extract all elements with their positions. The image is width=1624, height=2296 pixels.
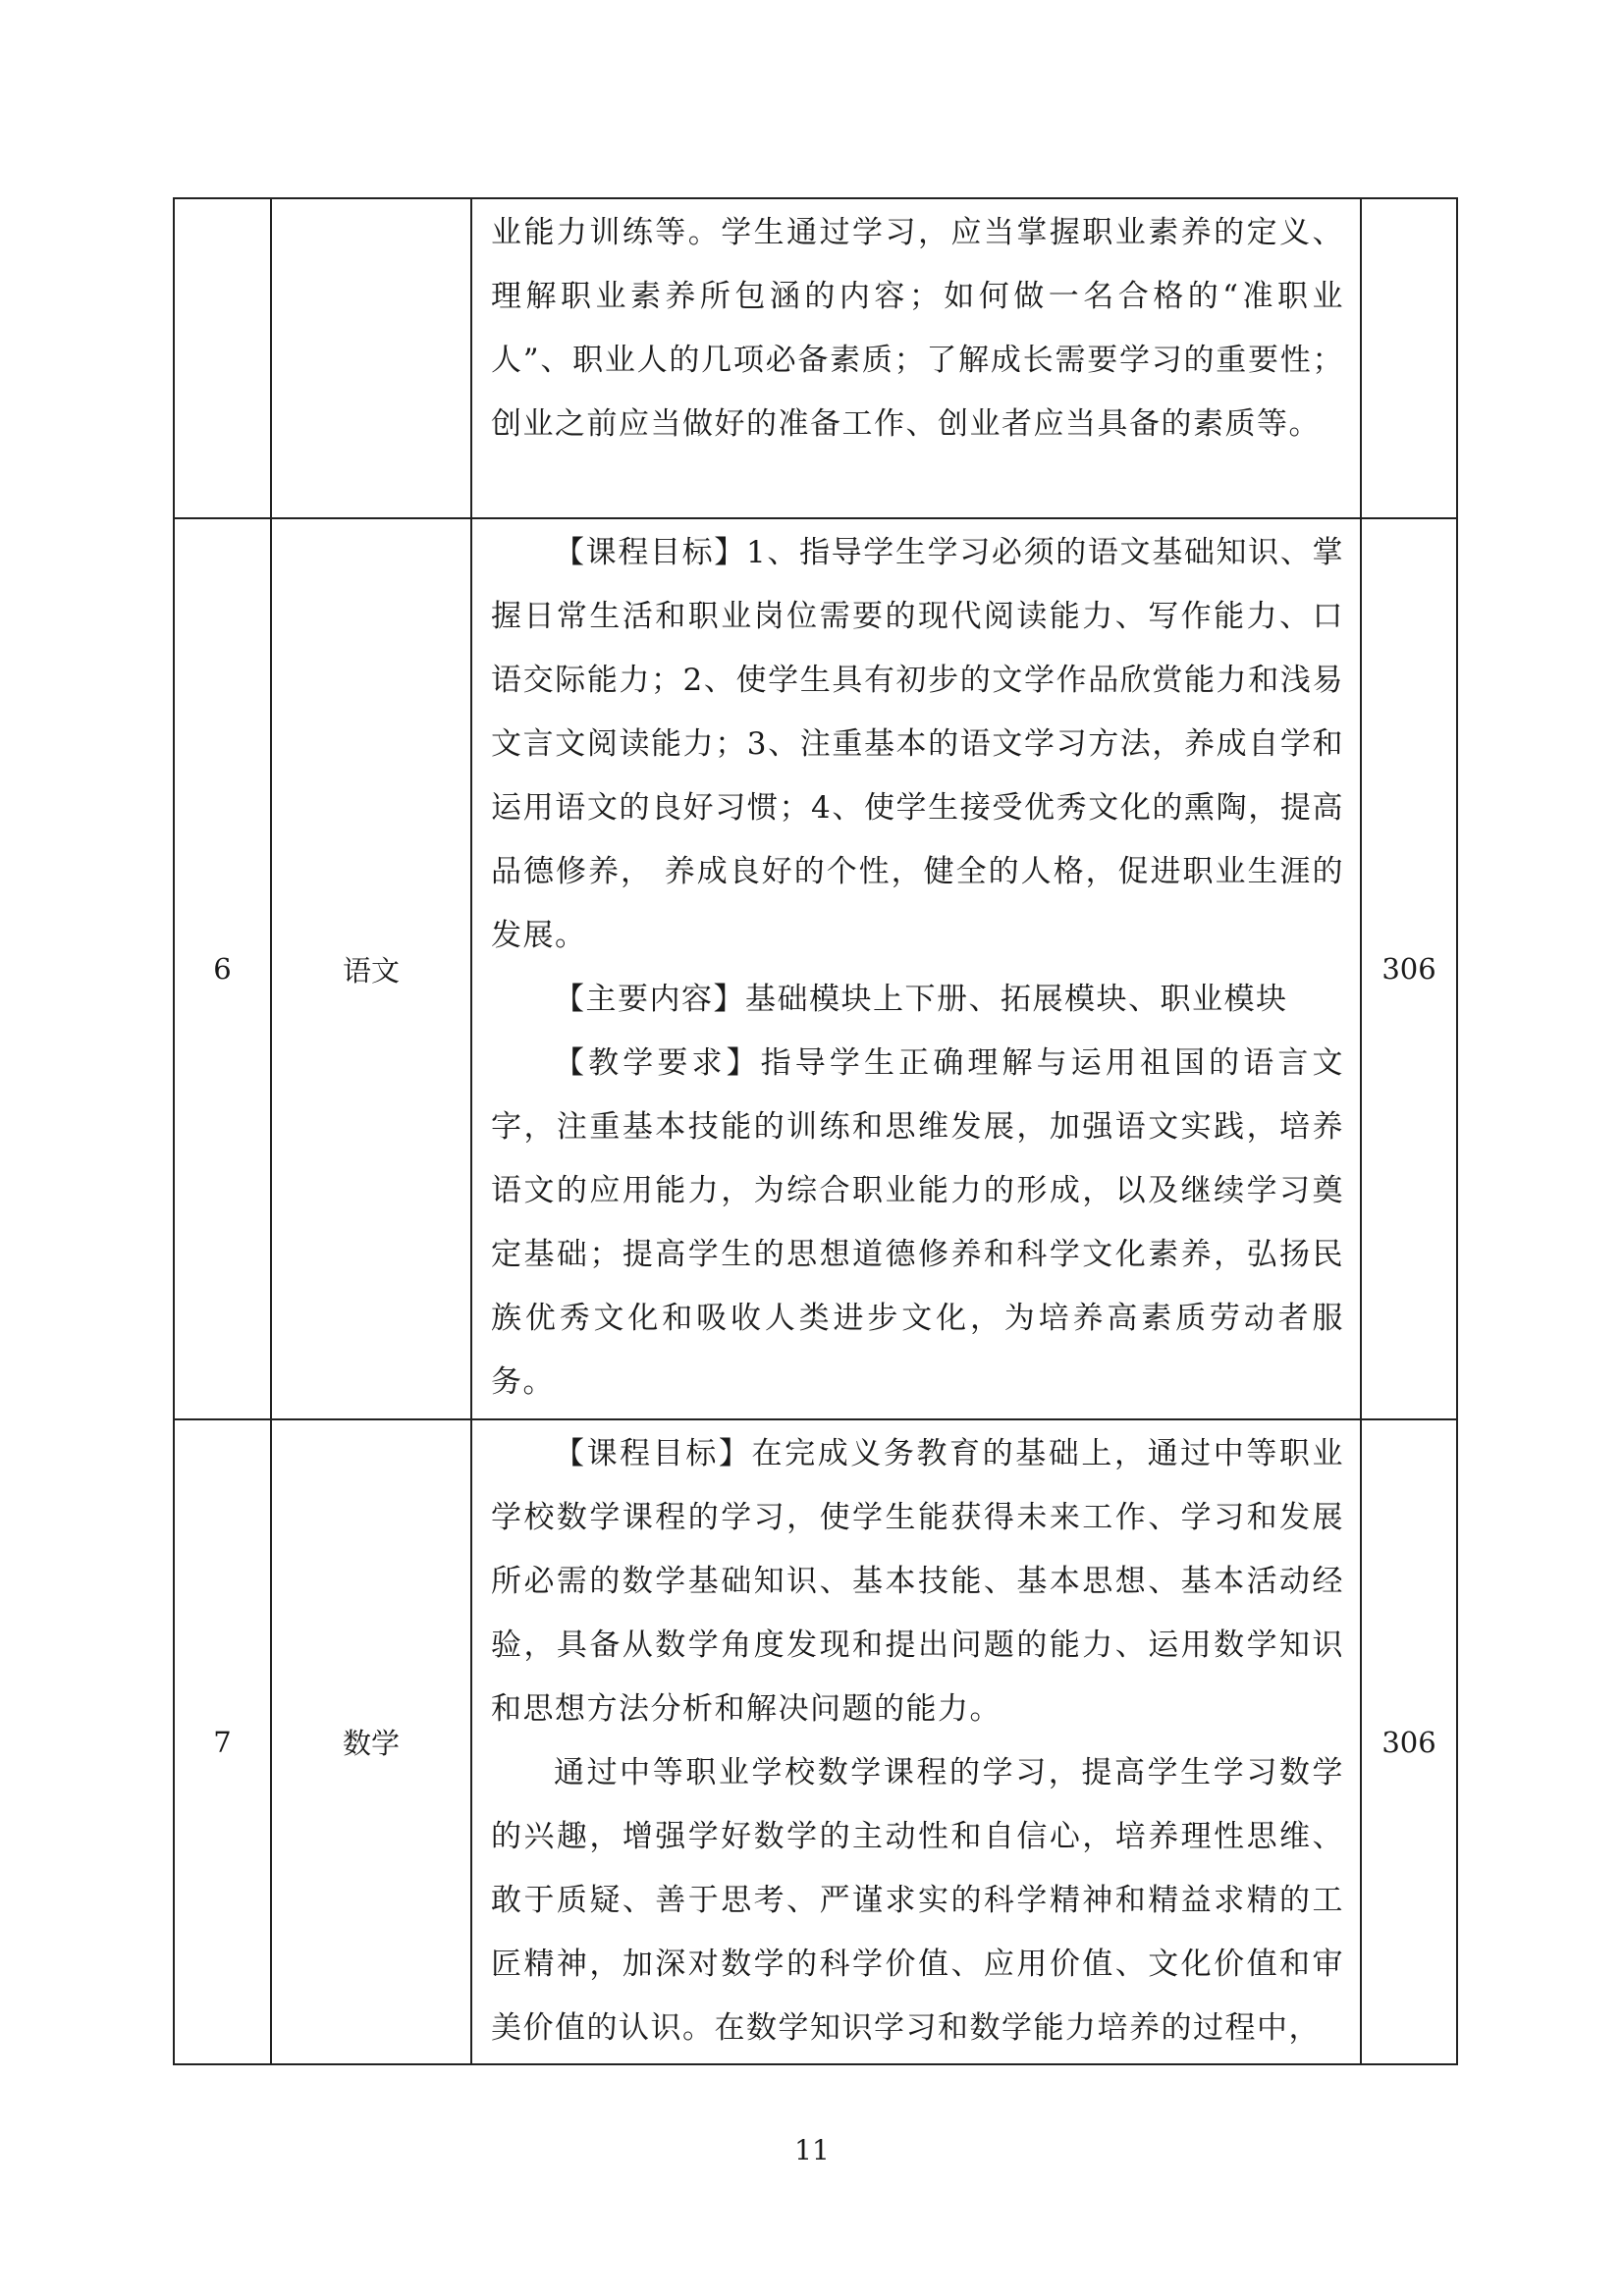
course-paragraph: 业能力训练等。学生通过学习，应当掌握职业素养的定义、理解职业素养所包涵的内容；如何做一名合格的“准职业人”、职业人的几项必备素质；了解成长需要学习的重要性；创业之前应当做好的准备工作、创业者应当具备的素质等。 (491, 215, 1344, 442)
course-paragraph: 【主要内容】基础模块上下册、拓展模块、职业模块 (554, 982, 1288, 1017)
course-number-cell (174, 198, 271, 518)
course-hours-cell: 306 (1361, 1419, 1457, 2064)
course-name-cell (271, 198, 471, 518)
course-name-cell: 数学 (271, 1419, 471, 2064)
course-description-cell (471, 518, 1361, 1419)
table-row (174, 518, 1457, 1419)
table-row (174, 198, 1457, 518)
page-number: 11 (794, 2134, 830, 2166)
course-number-cell: 6 (174, 518, 271, 1419)
table-row (174, 1419, 1457, 2064)
course-name-cell: 语文 (271, 518, 471, 1419)
course-table (173, 197, 1458, 2065)
course-hours-cell (1361, 198, 1457, 518)
course-hours-cell: 306 (1361, 518, 1457, 1419)
course-paragraph: 【教学要求】指导学生正确理解与运用祖国的语言文字，注重基本技能的训练和思维发展，加强语文实践，培养语文的应用能力，为综合职业能力的形成，以及继续学习奠定基础；提高学生的思想道德修养和科学文化素养，弘扬民族优秀文化和吸收人类进步文化，为培养高素质劳动者服务。 (491, 1045, 1344, 1400)
course-paragraph: 【课程目标】1、指导学生学习必须的语文基础知识、掌握日常生活和职业岗位需要的现代阅读能力、写作能力、口语交际能力；2、使学生具有初步的文学作品欣赏能力和浅易文言文阅读能力；3、注重基本的语文学习方法，养成自学和运用语文的良好习惯；4、使学生接受优秀文化的熏陶，提高品德修养， 养成良好的个性，健全的人格，促进职业生涯的发展。 (491, 535, 1344, 953)
course-description-cell (471, 198, 1361, 518)
course-paragraph: 通过中等职业学校数学课程的学习，提高学生学习数学的兴趣，增强学好数学的主动性和自信心，培养理性思维、敢于质疑、善于思考、严谨求实的科学精神和精益求精的工匠精神，加深对数学的科学价值、应用价值、文化价值和审美价值的认识。在数学知识学习和数学能力培养的过程中， (491, 1755, 1344, 2046)
course-number-cell: 7 (174, 1419, 271, 2064)
course-paragraph: 【课程目标】在完成义务教育的基础上，通过中等职业学校数学课程的学习，使学生能获得未来工作、学习和发展所必需的数学基础知识、基本技能、基本思想、基本活动经验，具备从数学角度发现和提出问题的能力、运用数学知识和思想方法分析和解决问题的能力。 (491, 1436, 1344, 1727)
course-description-cell (471, 1419, 1361, 2064)
